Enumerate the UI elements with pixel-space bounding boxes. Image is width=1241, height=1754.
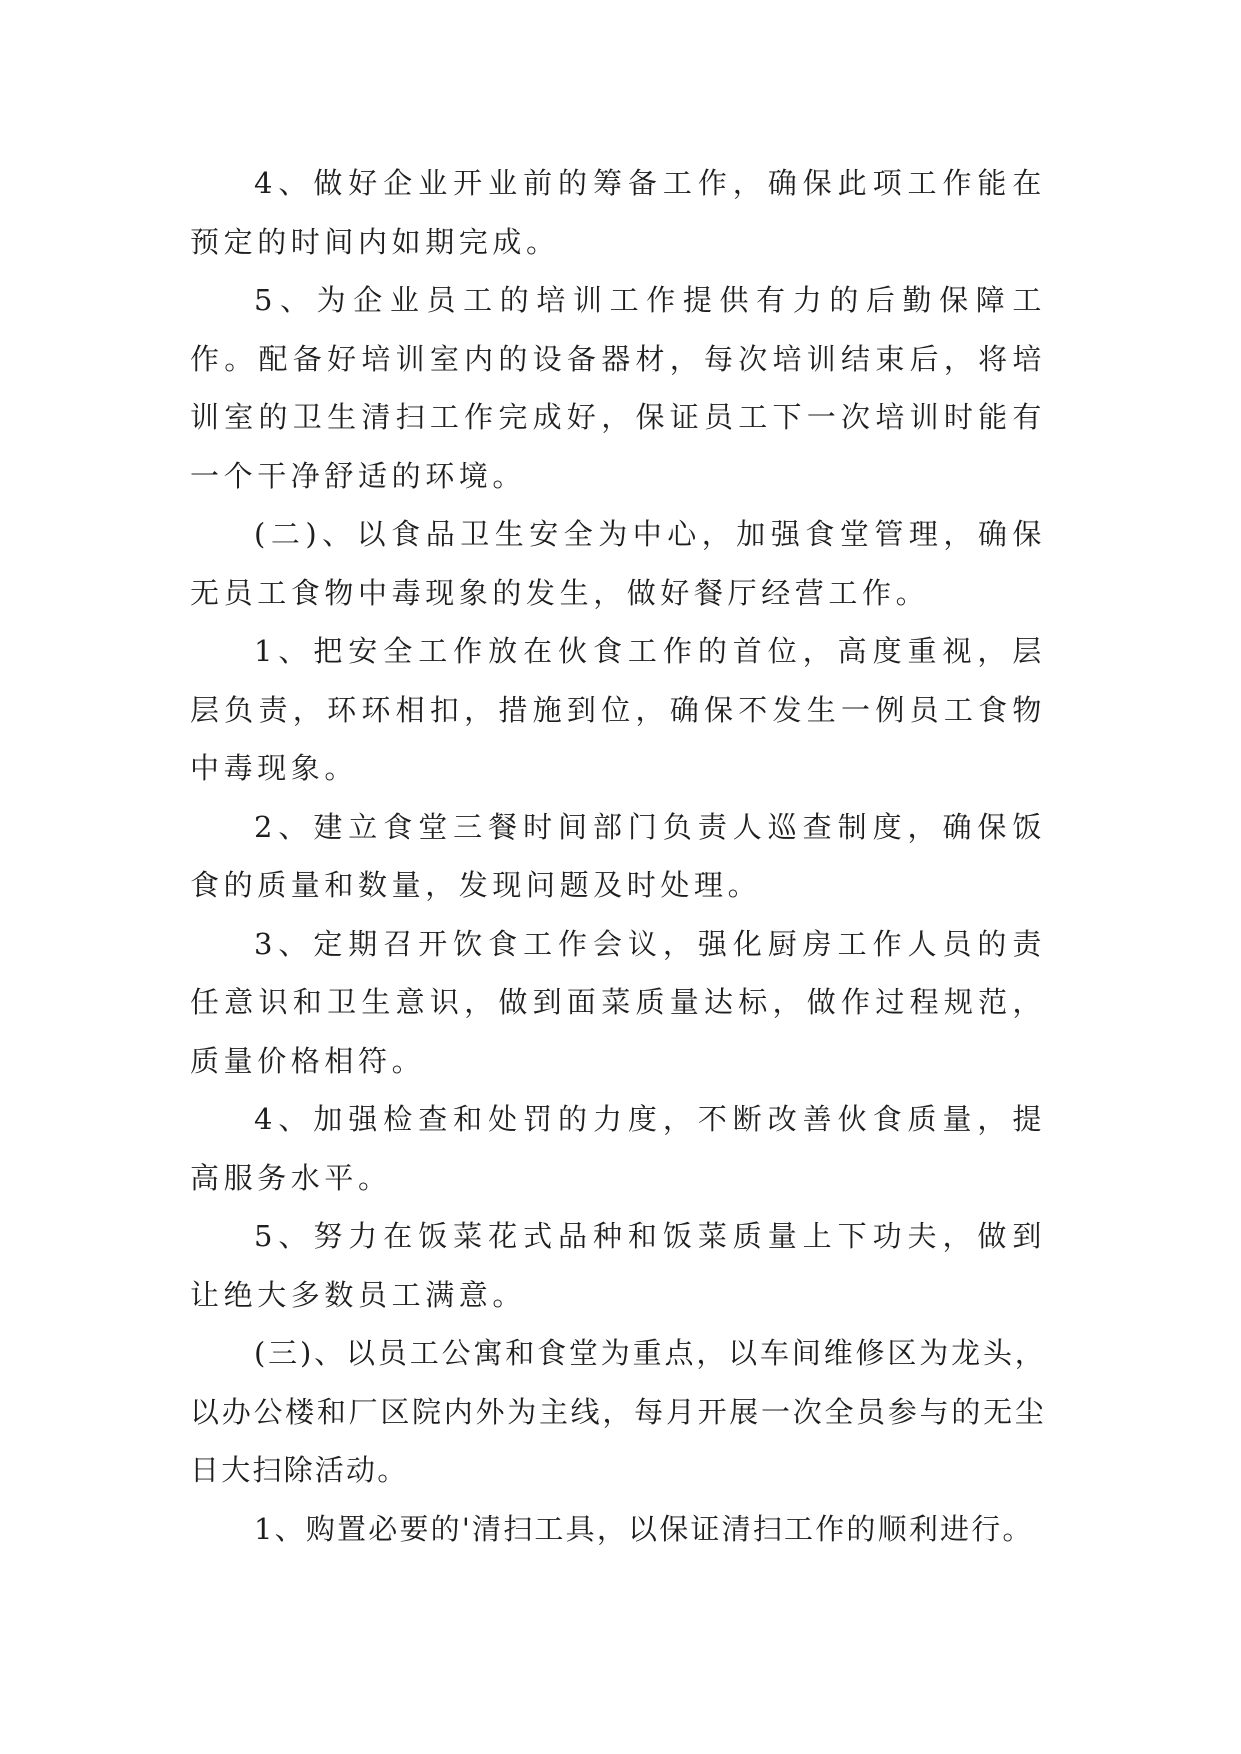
- paragraph-3: (二)、以食品卫生安全为中心，加强食堂管理，确保无员工食物中毒现象的发生，做好餐厅经营工作。: [190, 517, 1046, 610]
- paragraph-10: 1、购置必要的'清扫工具，以保证清扫工作的顺利进行。: [254, 1511, 1034, 1546]
- document-body: [190, 154, 1046, 1558]
- paragraph-5: 2、建立食堂三餐时间部门负责人巡查制度，确保饭食的质量和数量，发现问题及时处理。: [190, 809, 1046, 902]
- paragraph-6: 3、定期召开饮食工作会议，强化厨房工作人员的责任意识和卫生意识，做到面菜质量达标，做作过程规范，质量价格相符。: [190, 926, 1046, 1078]
- paragraph-4: 1、把安全工作放在伙食工作的首位，高度重视，层层负责，环环相扣，措施到位，确保不发生一例员工食物中毒现象。: [190, 634, 1046, 785]
- paragraph-7: 4、加强检查和处罚的力度，不断改善伙食质量，提高服务水平。: [190, 1102, 1046, 1195]
- paragraph-1: 4、做好企业开业前的筹备工作，确保此项工作能在预定的时间内如期完成。: [190, 166, 1046, 259]
- paragraph-2: 5、为企业员工的培训工作提供有力的后勤保障工作。配备好培训室内的设备器材，每次培训结束后，将培训室的卫生清扫工作完成好，保证员工下一次培训时能有一个干净舒适的环境。: [190, 283, 1046, 493]
- paragraph-8: 5、努力在饭菜花式品种和饭菜质量上下功夫，做到让绝大多数员工满意。: [190, 1219, 1046, 1312]
- paragraph-9: (三)、以员工公寓和食堂为重点，以车间维修区为龙头，以办公楼和厂区院内外为主线，每月开展一次全员参与的无尘日大扫除活动。: [190, 1336, 1046, 1487]
